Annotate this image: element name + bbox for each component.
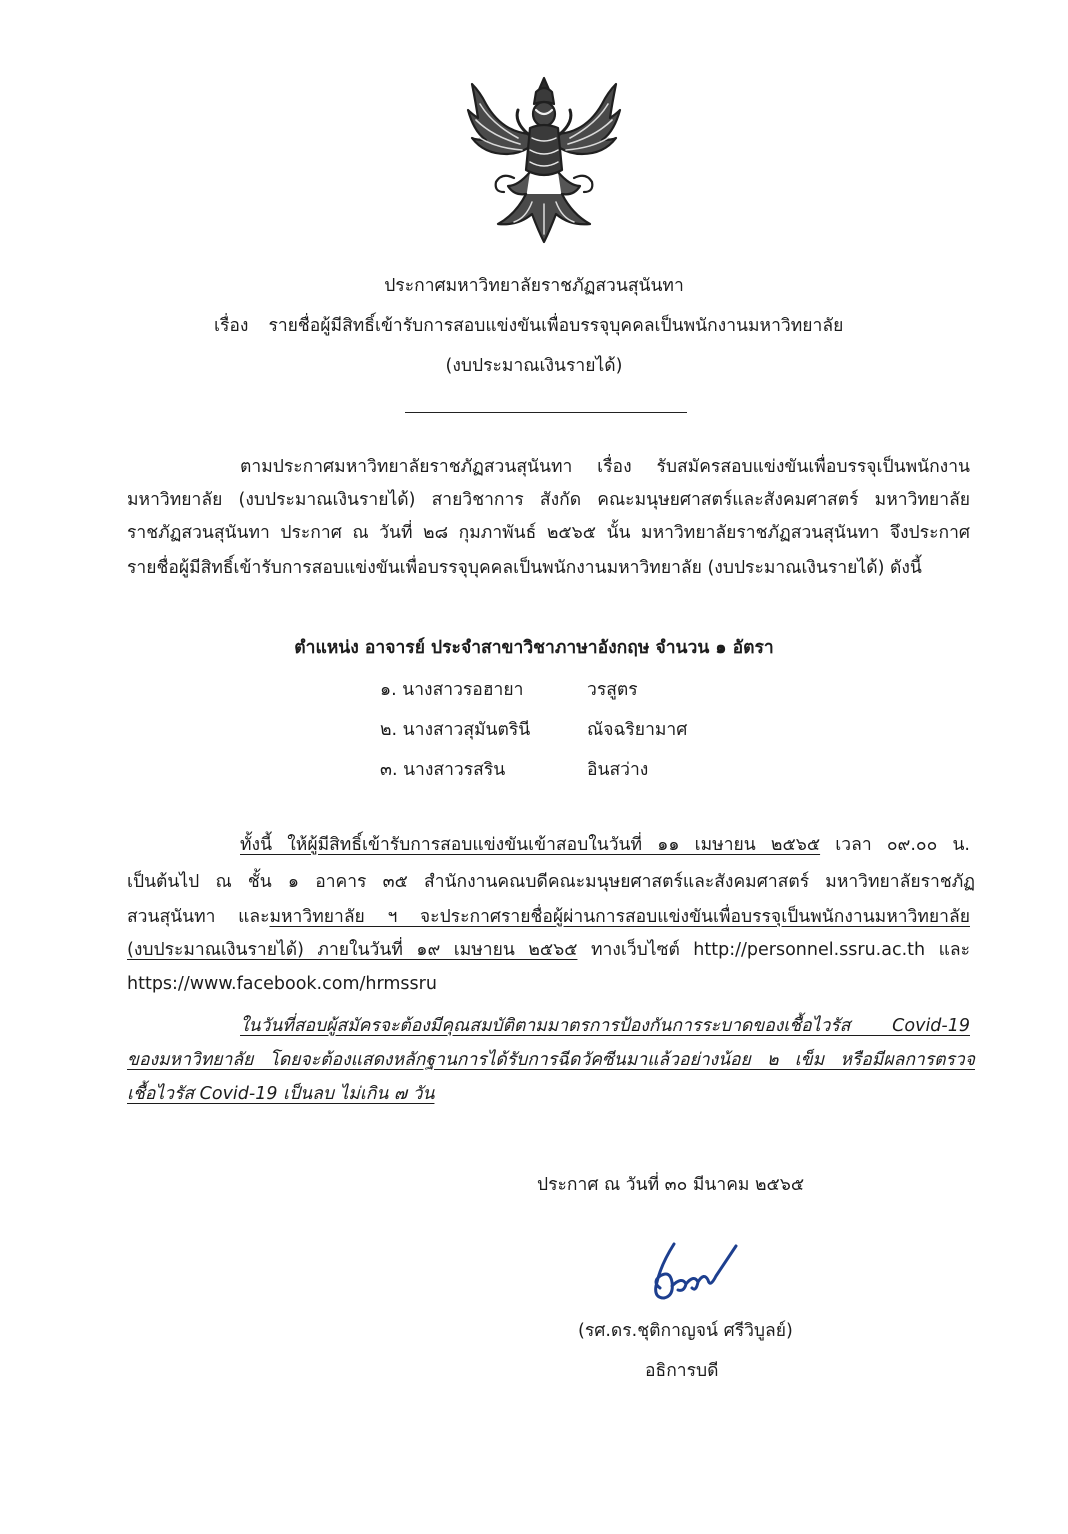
candidate-first-name: ๑. นางสาวรอฮายา: [380, 680, 524, 700]
para1-line-1: ตามประกาศมหาวิทยาลัยราชภัฏสวนสุนันทา เรื่อง รับสมัครสอบแข่งขันเพื่อบรรจุเป็นพนักงาน: [240, 457, 970, 477]
candidate-last-name: อินสว่าง: [587, 760, 649, 780]
subject-label: เรื่อง: [214, 316, 249, 336]
candidate-first-name: ๓. นางสาวรสริน: [380, 760, 506, 780]
para2-line-3-prefix: สวนสุนันทา และ: [127, 907, 270, 927]
garuda-emblem-icon: [466, 74, 622, 246]
covid-notice-line-1: ในวันที่สอบผู้สมัครจะต้องมีคุณสมบัติตามมาตรการป้องกันการระบาดของเชื้อไวรัส Covid-19: [240, 1016, 970, 1036]
header-divider: [405, 412, 687, 413]
candidate-last-name: ณัจฉริยามาศ: [587, 720, 688, 740]
exam-time: เวลา ๐๙.๐๐ น.: [835, 835, 970, 855]
candidate-last-name: วรสูตร: [587, 680, 638, 700]
covid-notice-line-3: เชื้อไวรัส Covid-19 เป็นลบ ไม่เกิน ๗ วัน: [127, 1084, 435, 1104]
candidate-first-name: ๒. นางสาวสุมันตรินี: [380, 720, 531, 740]
subject-note: (งบประมาณเงินรายได้): [445, 356, 623, 376]
signature-icon: [646, 1236, 742, 1308]
para1-line-4: รายชื่อผู้มีสิทธิ์เข้ารับการสอบแข่งขันเพื่อบรรจุบุคคลเป็นพนักงานมหาวิทยาลัย (งบประมาณเงินรายได้) ดังนี้: [127, 558, 922, 578]
position-heading: ตำแหน่ง อาจารย์ ประจำสาขาวิชาภาษาอังกฤษ จำนวน ๑ อัตรา: [294, 638, 774, 658]
para1-line-2: มหาวิทยาลัย (งบประมาณเงินรายได้) สายวิชาการ สังกัด คณะมนุษยศาสตร์และสังคมศาสตร์ มหาวิทยาลัย: [127, 490, 970, 510]
para2-line-4: [127, 937, 970, 963]
exam-date-underlined: ทั้งนี้ ให้ผู้มีสิทธิ์เข้ารับการสอบแข่งขันเข้าสอบในวันที่ ๑๑ เมษายน ๒๕๖๕: [240, 835, 821, 855]
subject-line: [214, 313, 843, 339]
signer-title: อธิการบดี: [645, 1361, 719, 1381]
facebook-url: https://www.facebook.com/hrmssru: [127, 974, 437, 994]
website-text: ทางเว็บไซต์ http://personnel.ssru.ac.th และ: [590, 940, 970, 960]
para2-line-3: [127, 904, 970, 930]
para2-line-1: [240, 832, 970, 858]
announcement-title: ประกาศมหาวิทยาลัยราชภัฏสวนสุนันทา: [384, 276, 684, 296]
covid-notice-line-2: ของมหาวิทยาลัย โดยจะต้องแสดงหลักฐานการได้รับการฉีดวัคซีนมาแล้วอย่างน้อย ๒ เข็ม หรือมีผลการตรวจ: [127, 1050, 975, 1070]
subject-text: รายชื่อผู้มีสิทธิ์เข้ารับการสอบแข่งขันเพื่อบรรจุบุคคลเป็นพนักงานมหาวิทยาลัย: [268, 316, 844, 336]
results-announcement-underlined: มหาวิทยาลัย ฯ จะประกาศรายชื่อผู้ผ่านการสอบแข่งขันเพื่อบรรจุเป็นพนักงานมหาวิทยาลัย: [269, 907, 970, 927]
announcement-date: ประกาศ ณ วันที่ ๓๐ มีนาคม ๒๕๖๕: [537, 1175, 805, 1195]
para1-line-3: ราชภัฏสวนสุนันทา ประกาศ ณ วันที่ ๒๘ กุมภาพันธ์ ๒๕๖๕ นั้น มหาวิทยาลัยราชภัฏสวนสุนันทา จึงประกาศ: [127, 523, 970, 543]
para2-line-2: เป็นต้นไป ณ ชั้น ๑ อาคาร ๓๕ สำนักงานคณบดีคณะมนุษยศาสตร์และสังคมศาสตร์ มหาวิทยาลัยราชภัฏ: [127, 872, 975, 892]
signer-name: (รศ.ดร.ชุติกาญจน์ ศรีวิบูลย์): [578, 1321, 793, 1341]
results-date-underlined: (งบประมาณเงินรายได้) ภายในวันที่ ๑๙ เมษายน ๒๕๖๕: [127, 940, 578, 960]
